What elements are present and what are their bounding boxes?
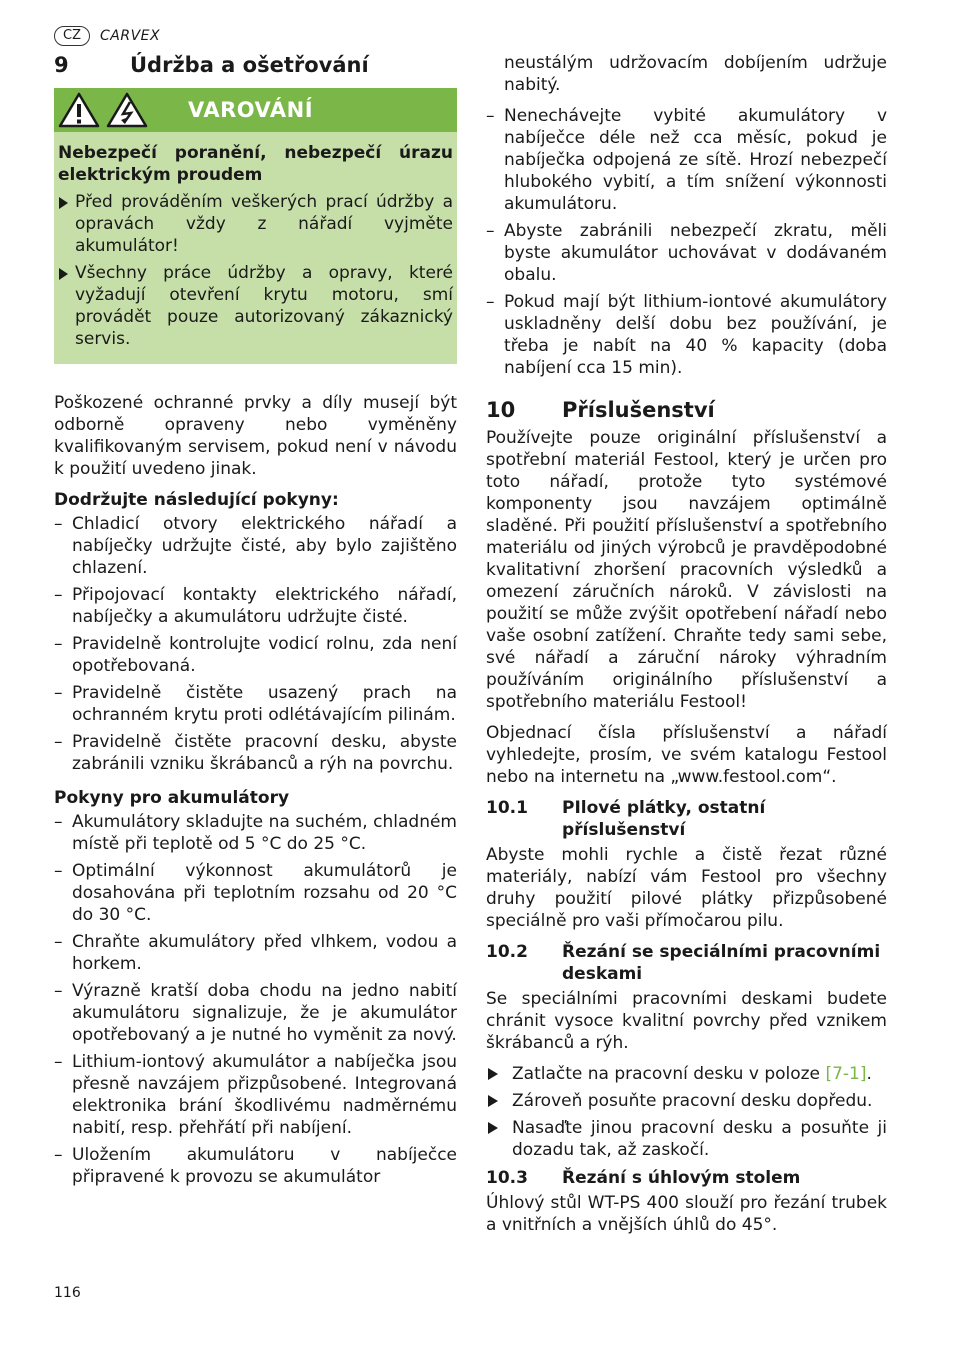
accessories-paragraph: Používejte pouze originální příslušenství a spotřební materiál Festool, který je určen pro toto nářadí, protože tyto systémové komponenty jsou navzájem optimálně sladěné. Při použití příslušenství a spotřebního materiálu od jiných výrobců je pravděpodobné kvalitativní zhoršení pracovních výsledků a omezení záručních nároků. V závislosti na použití se může zvýšit opotřebení nářadí nebo vaše osobní zatížení. Chraňte tedy sami sebe, své nářadí a záruční nároky výhradním používáním originálního příslušenství a spotřebního materiálu Festool! <box>486 428 887 712</box>
section-10-1-heading <box>486 797 887 841</box>
arrow-bullet-icon <box>59 268 68 280</box>
rules-list <box>54 513 457 775</box>
battery-list-continued <box>486 105 887 379</box>
section-10-2-title: Řezání se speciálními pracovními deskami <box>562 942 881 984</box>
list-item: – Chraňte akumulátory před vlhkem, vodou a horkem. <box>54 931 457 975</box>
list-item: – Pokud mají být lithium-iontové akumulátory uskladněny delší dobu bez používání, je třeba je nabít na 40 % kapacity (doba nabíjení cca 15 min). <box>486 291 887 379</box>
warning-title: VAROVÁNÍ <box>188 98 314 122</box>
step-item: Zatlačte na pracovní desku v poloze [7-1]. <box>486 1063 887 1085</box>
general-warning-icon <box>58 92 100 128</box>
section-9-heading <box>54 52 457 78</box>
section-10-1-number: 10.1 <box>486 798 528 818</box>
list-item: – Akumulátory skladujte na suchém, chladném místě při teplotě od 5 °C do 25 °C. <box>54 811 457 855</box>
section-10-1-text: Abyste mohli rychle a čistě řezat různé materiály, nabízí vám Festool pro všechny druhy použití pilové plátky přizpůsobené speciálně pro vaši přímočarou pilu. <box>486 845 887 931</box>
page-header <box>54 25 160 47</box>
section-10-2-number: 10.2 <box>486 942 528 962</box>
section-10-3-text: Úhlový stůl WT-PS 400 slouží pro řezání trubek a vnitřních a vnějších úhlů do 45°. <box>486 1193 887 1235</box>
section-10-1-title: PIlové plátky, ostatní příslušenství <box>562 798 766 840</box>
section-10-2-text: Se speciálními pracovními deskami budete chránit vysoce kvalitní povrchy před vznikem škrábanců a rýh. <box>486 989 887 1053</box>
arrow-bullet-icon <box>59 197 68 209</box>
list-item: – Pravidelně čistěte pracovní desku, abyste zabránili vzniku škrábanců a rýh na povrchu. <box>54 731 457 775</box>
warning-box <box>54 88 457 364</box>
section-9-title: Údržba a ošetřování <box>130 53 369 77</box>
warning-list <box>58 191 453 350</box>
right-column <box>486 52 887 1245</box>
battery-heading: Pokyny pro akumulátory <box>54 788 290 808</box>
list-item: – Nenechávejte vybité akumulátory v nabíječce déle než cca měsíc, pokud je nabíječka odpojená ze sítě. Hrozí nebezpečí hlubokého vybití, a tím snížení výkonnosti akumulátoru. <box>486 105 887 215</box>
list-item: – Připojovací kontakty elektrického nářadí, nabíječky a akumulátoru udržujte čisté. <box>54 584 457 628</box>
arrow-bullet-icon <box>488 1122 498 1134</box>
electric-shock-icon <box>106 92 148 128</box>
product-name: CARVEX <box>99 28 161 44</box>
list-item: – Abyste zabránili nebezpečí zkratu, měli byste akumulátor uchovávat v dodávaném obalu. <box>486 220 887 286</box>
figure-reference-link[interactable]: [7-1] <box>825 1064 867 1084</box>
work-plate-steps <box>486 1063 887 1161</box>
section-10-2-heading <box>486 941 887 985</box>
battery-list <box>54 811 457 1188</box>
rules-heading: Dodržujte následující pokyny: <box>54 490 339 510</box>
list-item: – Pravidelně kontrolujte vodicí rolnu, zda není opotřebovaná. <box>54 633 457 677</box>
warning-lead: Nebezpečí poranění, nebezpečí úrazu elektrickým proudem <box>58 143 453 185</box>
list-item: – Chladicí otvory elektrického nářadí a nabíječky udržujte čisté, aby bylo zajištěno chlazení. <box>54 513 457 579</box>
step-item: Nasaďte jinou pracovní desku a posuňte ji dozadu tak, až zaskočí. <box>486 1117 887 1161</box>
list-item: – Uložením akumulátoru v nabíječce připravené k provozu se akumulátor <box>54 1144 457 1188</box>
arrow-bullet-icon <box>488 1095 498 1107</box>
warning-item: Před prováděním veškerých prací údržby a opravách vždy z nářadí vyjměte akumulátor! <box>58 191 453 257</box>
step-item: Zároveň posuňte pracovní desku dopředu. <box>486 1090 887 1112</box>
section-10-title: Příslušenství <box>562 398 715 422</box>
section-10-heading <box>486 397 887 423</box>
warning-body <box>54 132 457 364</box>
section-10-3-number: 10.3 <box>486 1168 528 1188</box>
warning-item: Všechny práce údržby a opravy, které vyžadují otevření krytu motoru, smí provádět pouze autorizovaný zákaznický servis. <box>58 262 453 350</box>
section-10-3-title: Řezání s úhlovým stolem <box>562 1168 801 1188</box>
section-10-number: 10 <box>486 398 516 422</box>
list-item: – Optimální výkonnost akumulátorů je dosahována při teplotním rozsahu od 20 °C do 30 °C. <box>54 860 457 926</box>
battery-continued: neustálým udržovacím dobíjením udržuje nabitý. <box>504 53 887 95</box>
maintenance-intro: Poškozené ochranné prvky a díly musejí být odborně opraveny nebo vyměněny kvalifikovaným servisem, pokud není v návodu k použití uvedeno jinak. <box>54 393 457 479</box>
list-item: – Výrazně kratší doba chodu na jedno nabití akumulátoru signalizuje, že je akumulátor opotřebovaný a je nutné ho vyměnit za nový. <box>54 980 457 1046</box>
section-9-number: 9 <box>54 53 69 77</box>
section-10-3-heading <box>486 1167 887 1189</box>
list-item: – Lithium-iontový akumulátor a nabíječka jsou přesně navzájem přizpůsobené. Integrovaná elektronika brání škodlivému nadměrnému nabití, resp. přehřátí při nabíjení. <box>54 1051 457 1139</box>
left-column <box>54 52 457 1200</box>
page-number: 116 <box>54 1285 81 1301</box>
language-badge: CZ <box>54 26 90 46</box>
warning-header <box>54 88 457 132</box>
order-numbers-paragraph: Objednací čísla příslušenství a nářadí vyhledejte, prosím, ve svém katalogu Festool nebo na internetu na „www.festool.com“. <box>486 723 887 787</box>
list-item: – Pravidelně čistěte usazený prach na ochranném krytu proti odlétávajícím pilinám. <box>54 682 457 726</box>
arrow-bullet-icon <box>488 1068 498 1080</box>
